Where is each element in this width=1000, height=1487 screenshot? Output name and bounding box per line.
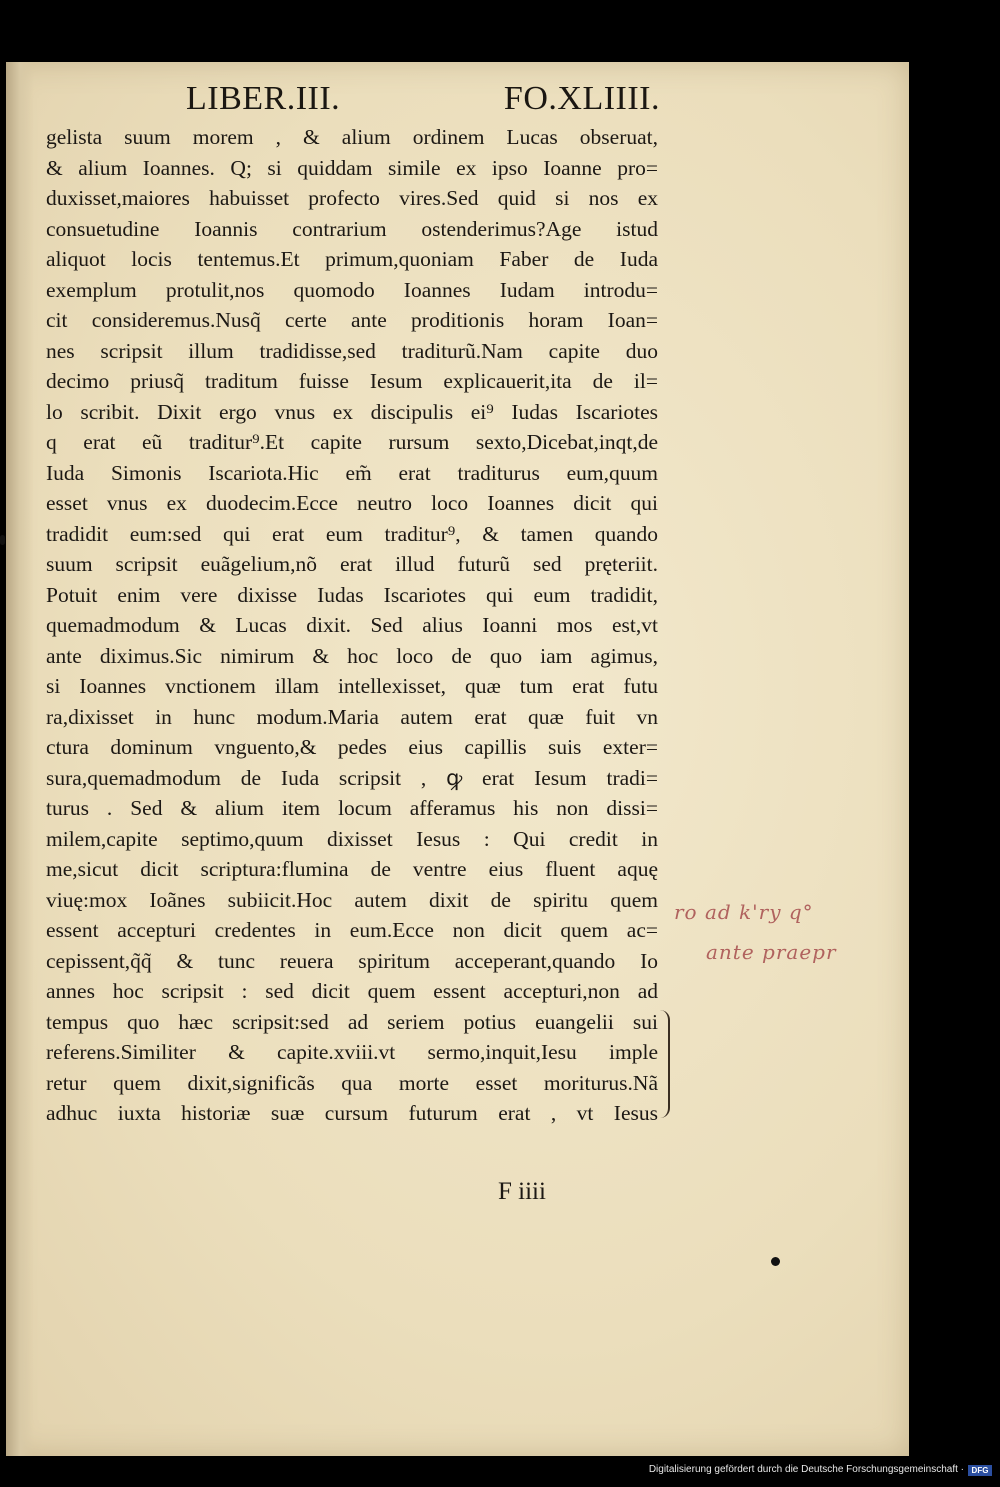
- text-line: milem,capite septimo,quum dixisset Iesus : Qui credit in: [46, 826, 658, 851]
- margin-bracket: [660, 1010, 670, 1118]
- text-line: ctura dominum vnguento,& pedes eius capillis suis exter=: [46, 735, 658, 759]
- text-line: turus . Sed & alium item locum afferamus his non dissi=: [46, 796, 658, 820]
- text-line: ra,dixisset in hunc modum.Maria autem erat quæ fuit vn: [46, 704, 658, 729]
- folio-number: FO.XLIIII.: [503, 80, 660, 117]
- text-line: decimo priusq̃ traditum fuisse Iesum explicauerit,ita de il=: [46, 369, 658, 393]
- text-line: & alium Ioannes. Q; si quiddam simile ex ipso Ioanne pro=: [46, 155, 658, 180]
- text-line: q erat eũ traditur⁹.Et capite rursum sexto,Dicebat,inqt,de: [46, 430, 658, 454]
- text-line: Potuit enim vere dixisse Iudas Iscariotes qui eum tradidit,: [46, 582, 658, 607]
- text-line: essent accepturi credentes in eum.Ecce non dicit quem ac=: [46, 918, 658, 942]
- text-line: cepissent,q̃q̃ & tunc reuera spiritum acceperant,quando Io: [46, 948, 658, 973]
- text-line: viuę:mox Ioãnes subiicit.Hoc autem dixit de spiritu quem: [46, 887, 658, 912]
- text-line: esset vnus ex duodecim.Ecce neutro loco Ioannes dicit qui: [46, 491, 658, 515]
- main-text: [46, 122, 658, 1129]
- edge-mark: [0, 535, 5, 545]
- signature-mark: F iiii: [498, 1178, 546, 1205]
- text-line: ante diximus.Sic nimirum & hoc loco de quo iam agimus,: [46, 643, 658, 668]
- digitization-credit: Digitalisierung gefördert durch die Deutsche Forschungsgemeinschaft ·: [648, 1464, 964, 1475]
- page-gutter: [6, 62, 34, 1456]
- text-line: consuetudine Ioannis contrarium ostenderimus?Age istud: [46, 216, 658, 241]
- text-line: referens.Similiter & capite.xviii.vt sermo,inquit,Iesu imple: [46, 1040, 658, 1064]
- text-line: si Ioannes vnctionem illam intellexisset, quæ tum erat futu: [46, 674, 658, 698]
- running-head: [40, 80, 660, 120]
- ink-dot: [771, 1257, 780, 1266]
- margin-annotation: ante praepr: [706, 940, 837, 964]
- text-line: nes scripsit illum tradidisse,sed traditurũ.Nam capite duo: [46, 338, 658, 363]
- text-line: lo scribit. Dixit ergo vnus ex discipulis ei⁹ Iudas Iscariotes: [46, 399, 658, 424]
- text-line: aliquot locis tentemus.Et primum,quoniam Faber de Iuda: [46, 247, 658, 271]
- text-line: Iuda Simonis Iscariota.Hic em̃ erat traditurus eum,quum: [46, 460, 658, 485]
- margin-annotation: ro ad k'ry q°: [674, 900, 814, 924]
- text-line: quemadmodum & Lucas dixit. Sed alius Ioanni mos est,vt: [46, 613, 658, 637]
- text-line: adhuc iuxta historiæ suæ cursum futurum erat , vt Iesus: [46, 1101, 658, 1125]
- text-line: retur quem dixit,significãs qua morte esset moriturus.Nã: [46, 1070, 658, 1095]
- text-line: gelista suum morem , & alium ordinem Lucas obseruat,: [46, 125, 658, 149]
- text-line: exemplum protulit,nos quomodo Ioannes Iudam introdu=: [46, 277, 658, 302]
- running-head-left: LIBER.III.: [186, 80, 341, 117]
- text-line: sura,quemadmodum de Iuda scripsit , ꝙ erat Iesum tradi=: [46, 765, 658, 790]
- text-line: annes hoc scripsit : sed dicit quem essent accepturi,non ad: [46, 979, 658, 1003]
- text-line: tradidit eum:sed qui erat eum traditur⁹, & tamen quando: [46, 521, 658, 546]
- text-line: duxisset,maiores habuisset profecto vires.Sed quid si nos ex: [46, 186, 658, 210]
- text-line: me,sicut dicit scriptura:flumina de ventre eius fluent aquę: [46, 857, 658, 881]
- text-line: cit consideremus.Nusq̃ certe ante proditionis horam Ioan=: [46, 308, 658, 332]
- text-line: tempus quo hæc scripsit:sed ad seriem potius euangelii sui: [46, 1009, 658, 1034]
- text-line: suum scripsit euãgelium,nõ erat illud futurũ sed pręteriit.: [46, 552, 658, 576]
- dfg-logo: DFG: [968, 1465, 992, 1476]
